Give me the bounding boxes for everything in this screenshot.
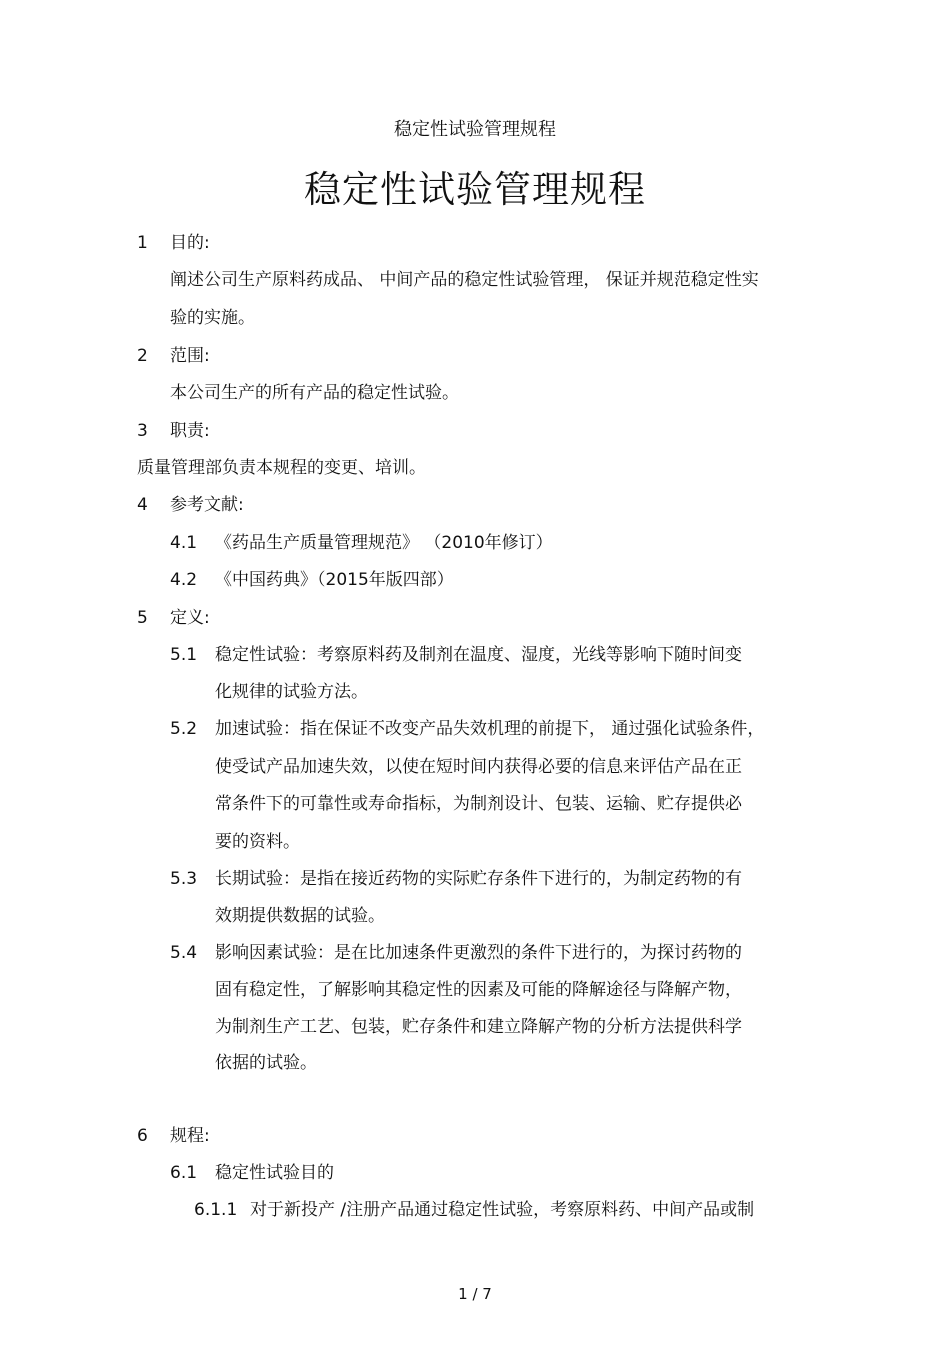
item-6-1-1-text: 对于新投产 /注册产品通过稳定性试验，考察原料药、中间产品或制 — [250, 1200, 755, 1220]
item-5-4-line-3: 为制剂生产工艺、包装，贮存条件和建立降解产物的分析方法提供科学 — [215, 1017, 742, 1037]
item-5-2-line-2: 使受试产品加速失效，以使在短时间内获得必要的信息来评估产品在正 — [215, 757, 742, 777]
page-number: 1 / 7 — [458, 1285, 492, 1303]
section-1-number: 1 — [137, 233, 148, 253]
section-6-number: 6 — [137, 1126, 148, 1146]
section-3-text: 质量管理部负责本规程的变更、培训。 — [137, 458, 426, 478]
item-5-1-line-1: 稳定性试验：考察原料药及制剂在温度、湿度，光线等影响下随时间变 — [215, 645, 742, 665]
item-6-1-text: 稳定性试验目的 — [215, 1163, 334, 1183]
item-5-3-line-1: 长期试验：是指在接近药物的实际贮存条件下进行的，为制定药物的有 — [215, 869, 742, 889]
section-4-heading: 参考文献: — [170, 495, 244, 515]
item-5-2-number: 5.2 — [170, 719, 198, 739]
item-4-1-text: 《药品生产质量管理规范》 （2010年修订） — [215, 533, 553, 553]
item-5-2-line-3: 常条件下的可靠性或寿命指标，为制剂设计、包装、运输、贮存提供必 — [215, 794, 742, 814]
item-5-4-line-1: 影响因素试验：是在比加速条件更激烈的条件下进行的，为探讨药物的 — [215, 943, 742, 963]
item-6-1-number: 6.1 — [170, 1163, 198, 1183]
section-4-number: 4 — [137, 495, 148, 515]
running-header: 稳定性试验管理规程 — [394, 119, 556, 140]
section-5-number: 5 — [137, 608, 148, 628]
section-6-heading: 规程: — [170, 1126, 210, 1146]
item-5-2-line-1: 加速试验：指在保证不改变产品失效机理的前提下， 通过强化试验条件， — [215, 719, 765, 739]
item-5-4-number: 5.4 — [170, 943, 198, 963]
section-2-text: 本公司生产的所有产品的稳定性试验。 — [170, 383, 459, 403]
item-4-2-text: 《中国药典》（2015年版四部） — [215, 570, 454, 590]
item-5-3-line-2: 效期提供数据的试验。 — [215, 906, 385, 926]
item-5-1-number: 5.1 — [170, 645, 198, 665]
item-5-3-number: 5.3 — [170, 869, 198, 889]
item-5-2-line-4: 要的资料。 — [215, 832, 300, 852]
section-1-line-2: 验的实施。 — [170, 308, 255, 328]
section-2-number: 2 — [137, 346, 148, 366]
section-1-heading: 目的: — [170, 233, 210, 253]
item-5-4-line-4: 依据的试验。 — [215, 1053, 317, 1073]
item-4-2-number: 4.2 — [170, 570, 198, 590]
section-5-heading: 定义: — [170, 608, 210, 628]
document-title: 稳定性试验管理规程 — [304, 168, 646, 211]
section-3-heading: 职责: — [170, 421, 210, 441]
section-2-heading: 范围: — [170, 346, 210, 366]
section-1-line-1: 阐述公司生产原料药成品、 中间产品的稳定性试验管理， 保证并规范稳定性实 — [170, 270, 759, 290]
item-5-1-line-2: 化规律的试验方法。 — [215, 682, 368, 702]
item-6-1-1-number: 6.1.1 — [194, 1200, 238, 1220]
item-4-1-number: 4.1 — [170, 533, 198, 553]
item-5-4-line-2: 固有稳定性，了解影响其稳定性的因素及可能的降解途径与降解产物， — [215, 980, 742, 1000]
section-3-number: 3 — [137, 421, 148, 441]
